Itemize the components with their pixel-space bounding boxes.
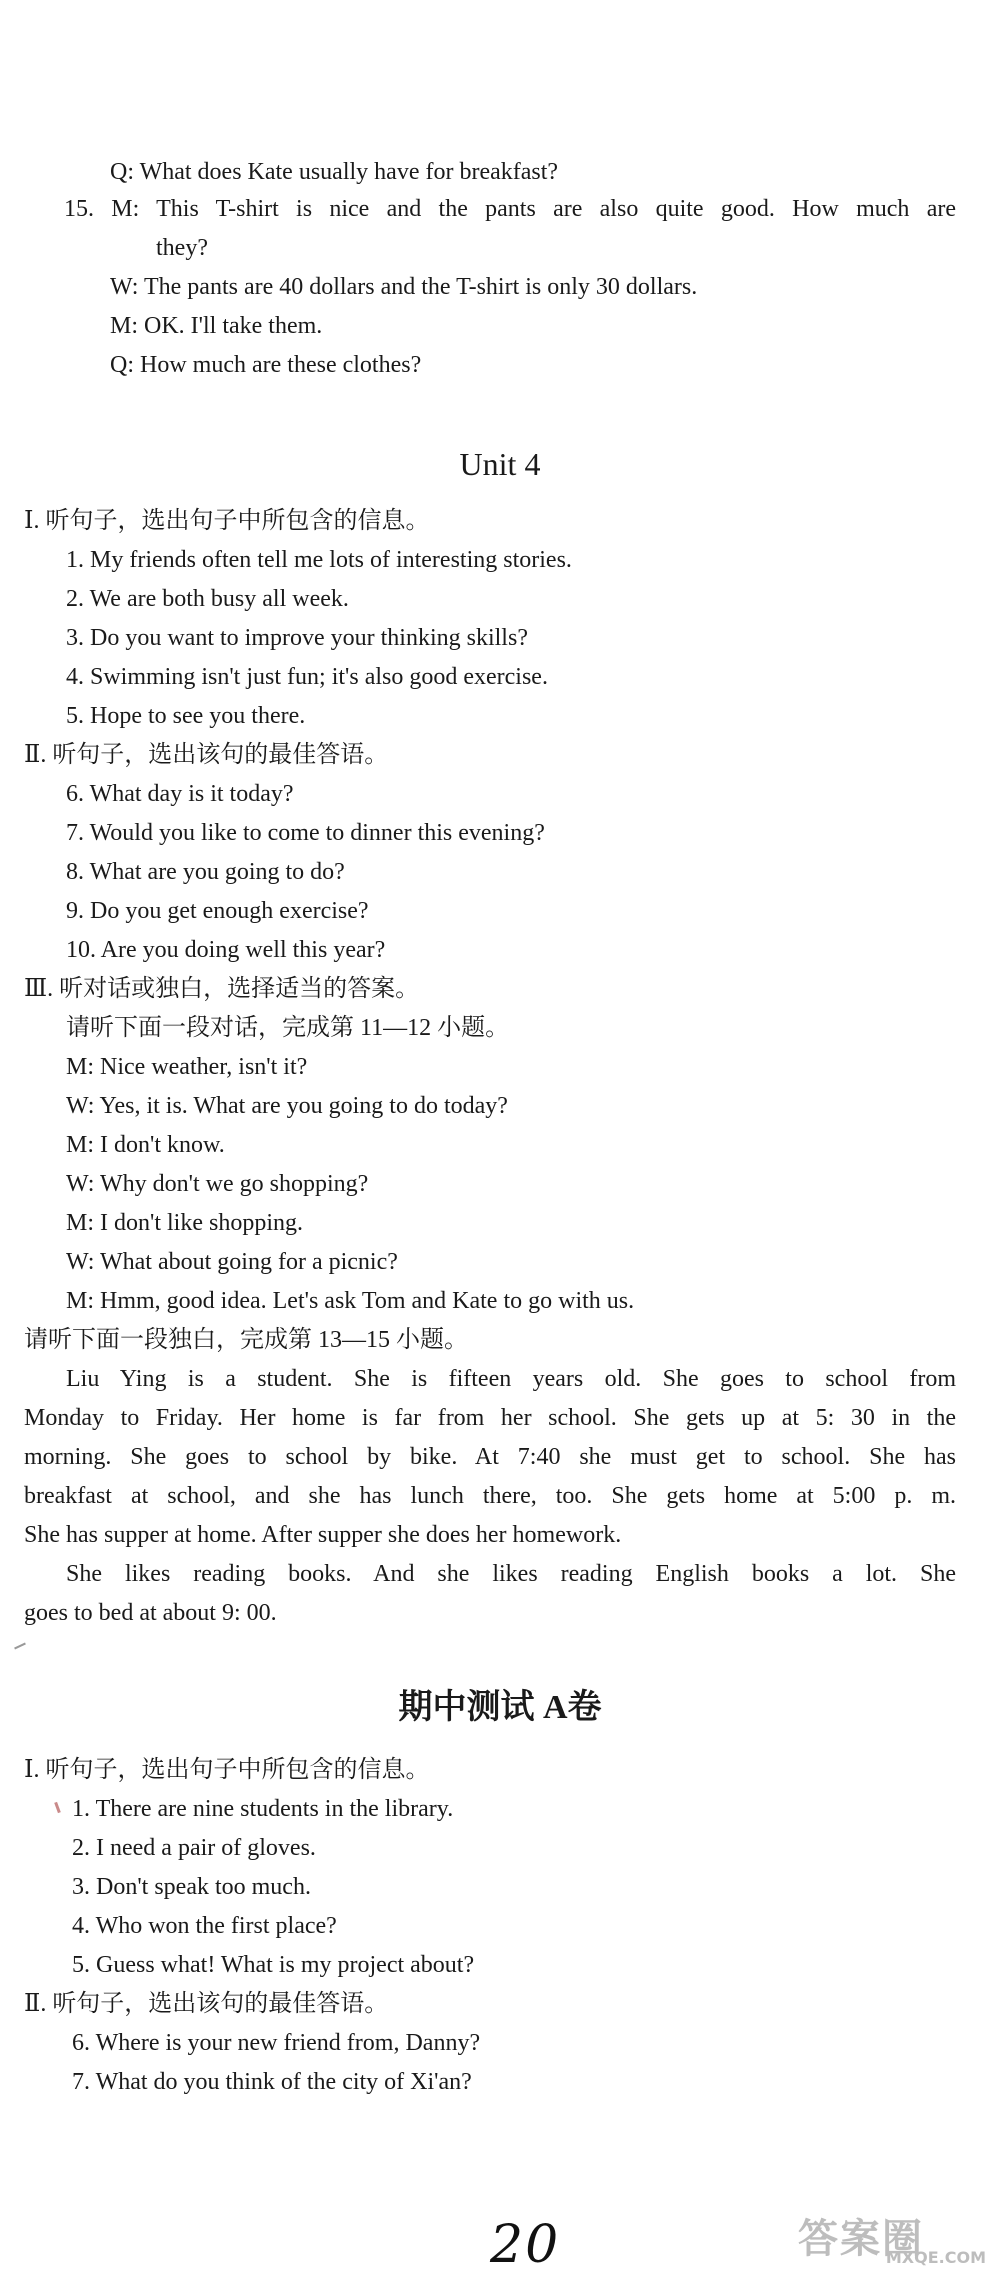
text-line: 10. Are you doing well this year? bbox=[66, 937, 386, 963]
pen-tick-mark bbox=[54, 1802, 61, 1813]
text-line: M: I don't know. bbox=[66, 1132, 225, 1158]
paragraph-line: Monday to Friday. Her home is far from her school. She gets up at 5: 30 in the bbox=[24, 1405, 956, 1431]
handwritten-page-number: 20 bbox=[490, 2215, 561, 2275]
paragraph-line: She likes reading books. And she likes reading English books a lot. She bbox=[66, 1561, 956, 1587]
section-title: Unit 4 bbox=[459, 446, 541, 482]
text-line: 15. M: This T-shirt is nice and the pants are also quite good. How much are bbox=[64, 196, 956, 222]
section-heading: Ⅰ. 听句子，选出句子中所包含的信息。 bbox=[24, 508, 430, 534]
watermark-url: MXQE.COM bbox=[885, 2248, 986, 2267]
text-line: they? bbox=[156, 235, 208, 261]
paragraph-line: morning. She goes to school by bike. At 7:40 she must get to school. She has bbox=[24, 1444, 956, 1470]
text-line: W: What about going for a picnic? bbox=[66, 1249, 398, 1275]
text-line: 1. There are nine students in the library. bbox=[72, 1796, 454, 1822]
paragraph-line: goes to bed at about 9: 00. bbox=[24, 1600, 277, 1626]
text-line: M: Hmm, good idea. Let's ask Tom and Kate to go with us. bbox=[66, 1288, 635, 1314]
text-line: 6. Where is your new friend from, Danny? bbox=[72, 2030, 481, 2056]
section-title: 期中测试 A卷 bbox=[398, 1689, 602, 1726]
text-line: W: The pants are 40 dollars and the T-shirt is only 30 dollars. bbox=[110, 274, 698, 300]
text-line: 6. What day is it today? bbox=[66, 781, 294, 807]
text-line: M: I don't like shopping. bbox=[66, 1210, 303, 1236]
text-line: 5. Guess what! What is my project about? bbox=[72, 1952, 475, 1978]
text-line: 7. What do you think of the city of Xi'an? bbox=[72, 2069, 472, 2095]
text-line: 5. Hope to see you there. bbox=[66, 703, 306, 729]
text-line: Q: What does Kate usually have for breakfast? bbox=[110, 159, 559, 185]
watermark-text: 答案圈 bbox=[798, 2216, 924, 2262]
paragraph-line: She has supper at home. After supper she does her homework. bbox=[24, 1522, 622, 1548]
paragraph-line: breakfast at school, and she has lunch there, too. She gets home at 5:00 p. m. bbox=[24, 1483, 956, 1509]
text-line: W: Why don't we go shopping? bbox=[66, 1171, 369, 1197]
section-heading: Ⅰ. 听句子，选出句子中所包含的信息。 bbox=[24, 1757, 430, 1783]
section-heading: Ⅲ. 听对话或独白，选择适当的答案。 bbox=[24, 976, 420, 1002]
text-line: 2. We are both busy all week. bbox=[66, 586, 349, 612]
text-line: W: Yes, it is. What are you going to do today? bbox=[66, 1093, 508, 1119]
text-line: 7. Would you like to come to dinner this evening? bbox=[66, 820, 545, 846]
text-line: M: OK. I'll take them. bbox=[110, 313, 323, 339]
text-line: Q: How much are these clothes? bbox=[110, 352, 422, 378]
section-heading: Ⅱ. 听句子，选出该句的最佳答语。 bbox=[24, 742, 389, 768]
text-line: 9. Do you get enough exercise? bbox=[66, 898, 369, 924]
text-line: 3. Do you want to improve your thinking skills? bbox=[66, 625, 528, 651]
paragraph-line: Liu Ying is a student. She is fifteen years old. She goes to school from bbox=[66, 1366, 956, 1392]
watermark-logo bbox=[792, 2207, 992, 2269]
text-line: M: Nice weather, isn't it? bbox=[66, 1054, 308, 1080]
section-heading: Ⅱ. 听句子，选出该句的最佳答语。 bbox=[24, 1991, 389, 2017]
stray-mark bbox=[14, 1643, 26, 1650]
instruction-line: 请听下面一段对话，完成第 11—12 小题。 bbox=[66, 1015, 510, 1041]
text-line: 3. Don't speak too much. bbox=[72, 1874, 311, 1900]
text-line: 2. I need a pair of gloves. bbox=[72, 1835, 316, 1861]
instruction-line: 请听下面一段独白，完成第 13—15 小题。 bbox=[24, 1327, 468, 1353]
text-line: 4. Swimming isn't just fun; it's also good exercise. bbox=[66, 664, 548, 690]
text-line: 8. What are you going to do? bbox=[66, 859, 345, 885]
text-line: 4. Who won the first place? bbox=[72, 1913, 337, 1939]
text-line: 1. My friends often tell me lots of interesting stories. bbox=[66, 547, 572, 573]
